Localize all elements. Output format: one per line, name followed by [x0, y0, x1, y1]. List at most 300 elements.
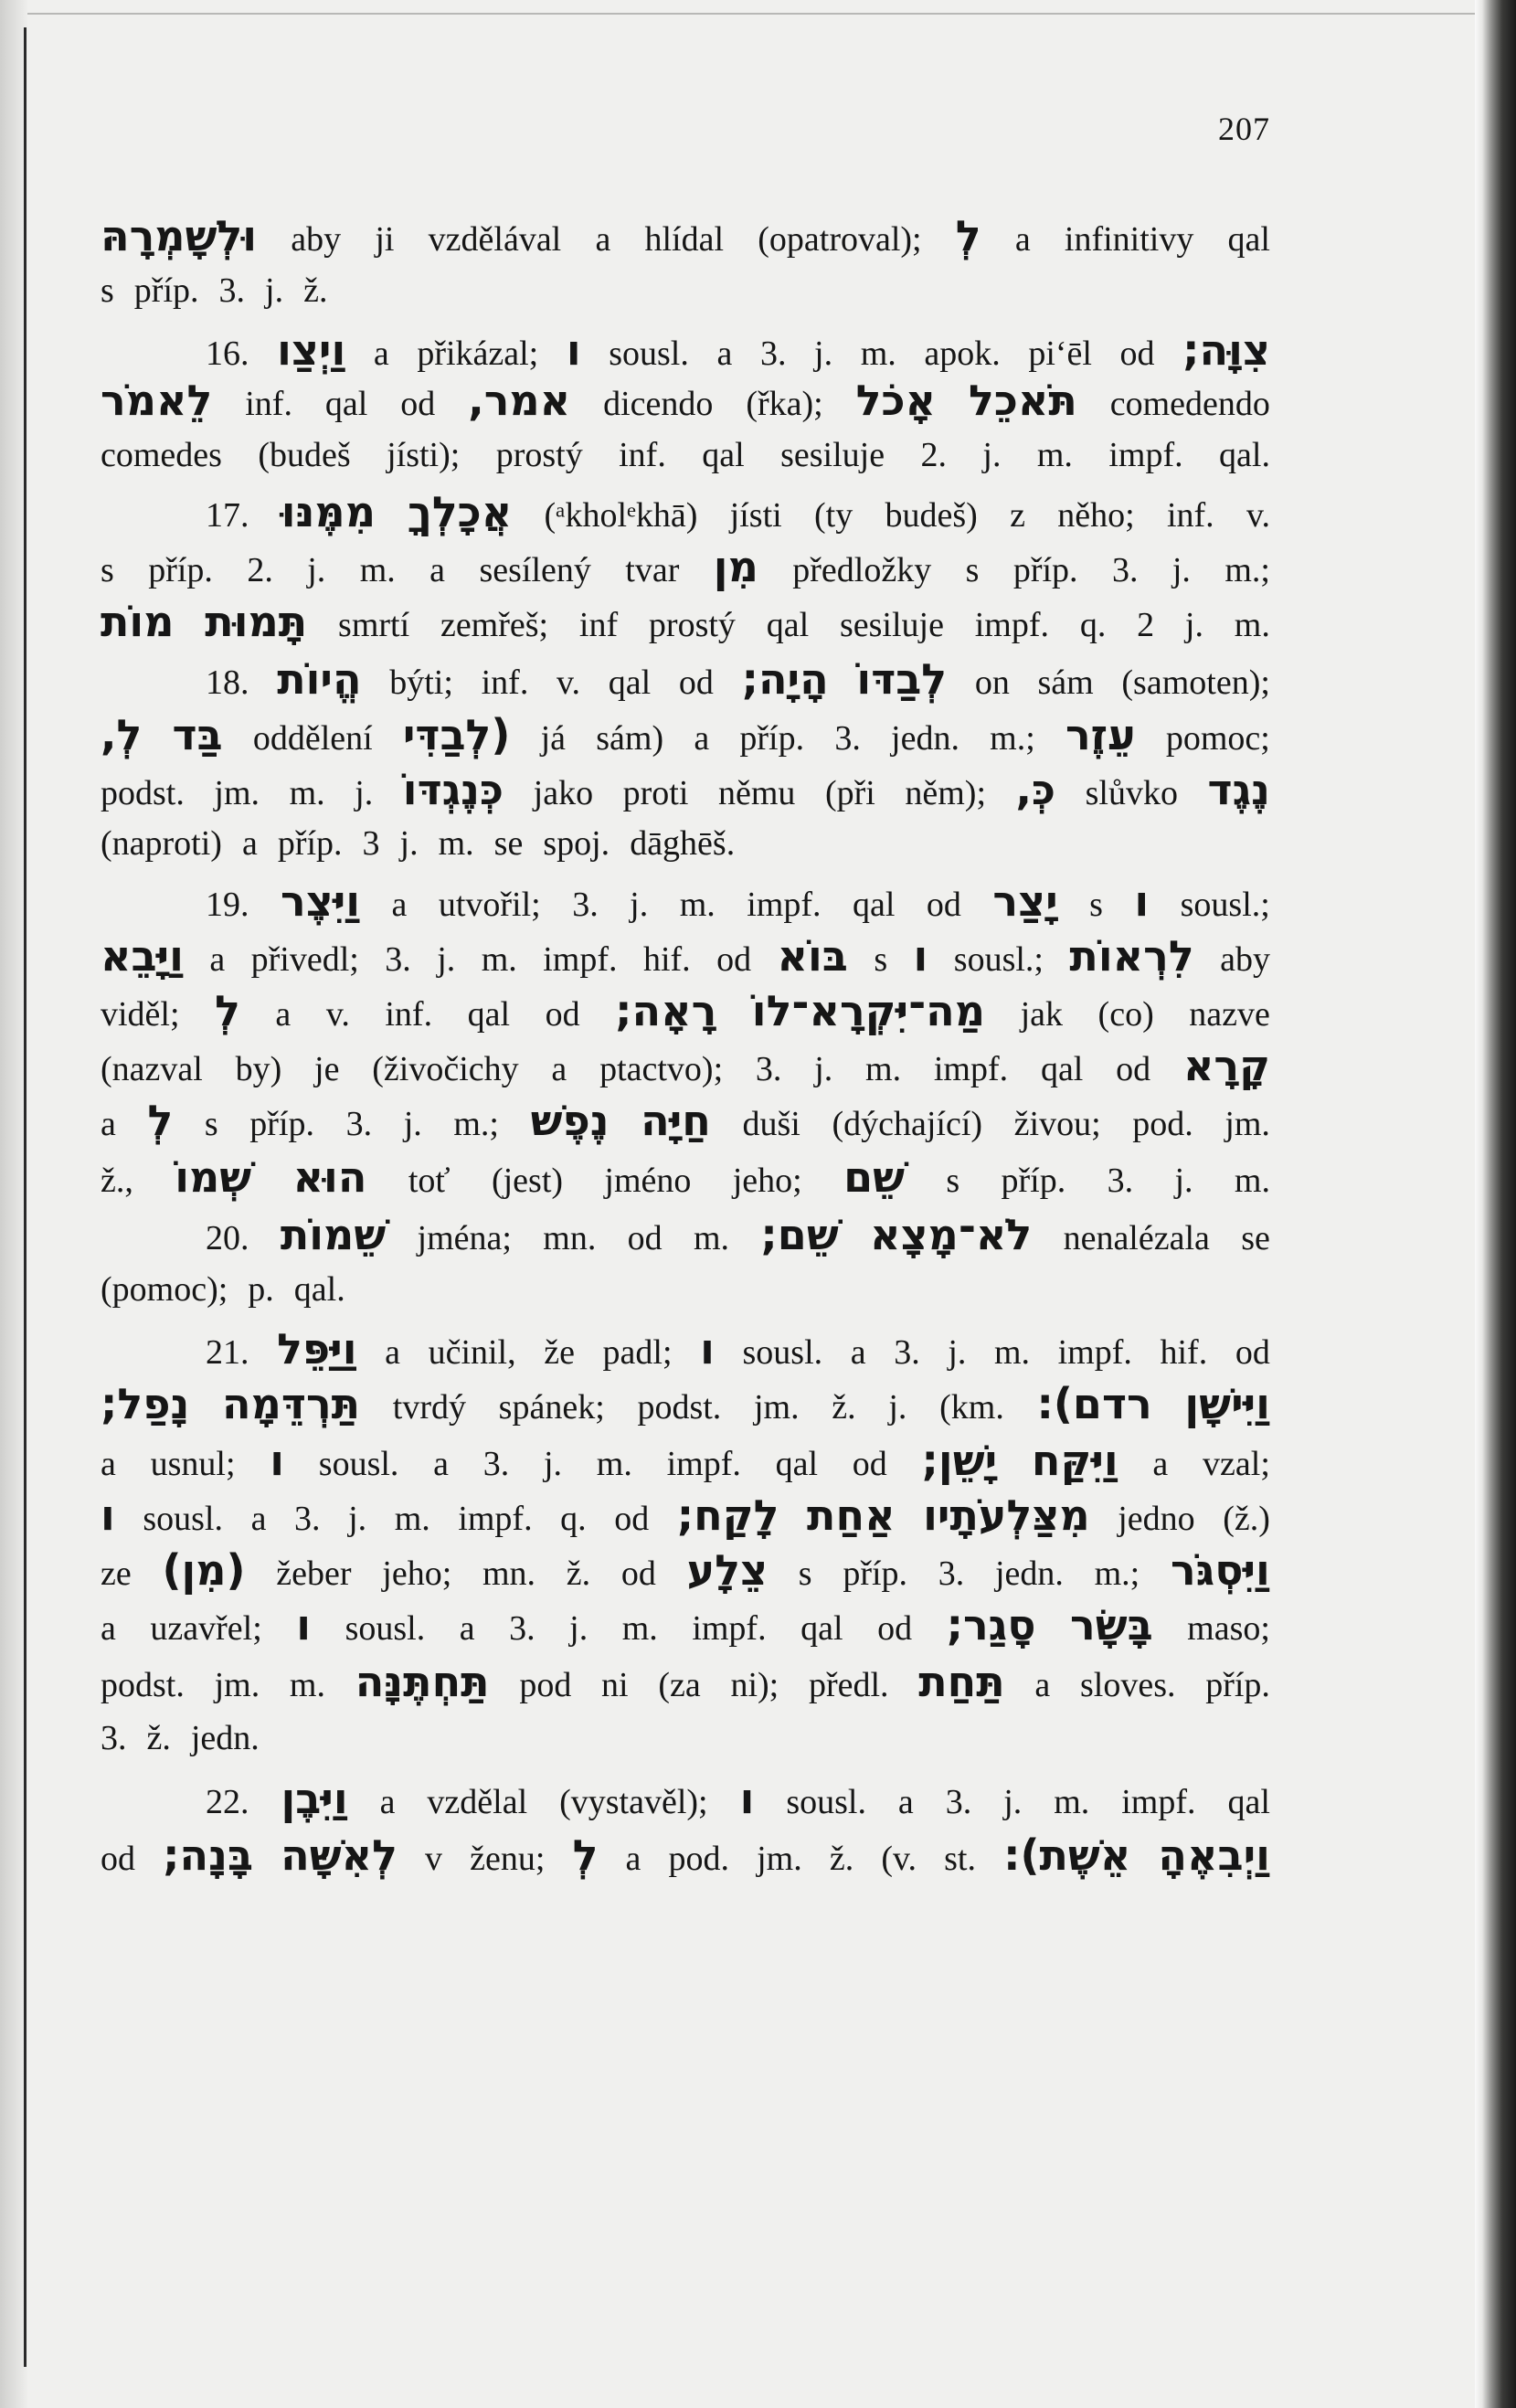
word: od	[101, 1840, 135, 1878]
hebrew-word: ו	[566, 325, 581, 375]
hebrew-word: בַּד	[172, 710, 223, 759]
word: (ᵃkholᵉkhā)	[544, 496, 698, 535]
word: m.	[679, 886, 716, 924]
word: inf.	[619, 436, 666, 474]
word: od	[1119, 334, 1155, 373]
word: od	[678, 663, 714, 702]
word: q.	[1079, 606, 1107, 644]
hebrew-word: ו	[296, 1600, 312, 1650]
word: příp.	[1205, 1666, 1270, 1704]
word: qal	[324, 385, 368, 423]
word: a	[459, 1609, 475, 1648]
hebrew-word: כְּנֶגְדּוֹ	[402, 765, 504, 814]
word: a	[694, 719, 710, 758]
word: sousl.	[609, 334, 689, 373]
word: hlídal	[644, 220, 725, 259]
word: (ž.)	[1223, 1500, 1270, 1538]
hebrew-word: חַיָּה	[641, 1096, 711, 1145]
word: spánek;	[498, 1388, 605, 1427]
word: impf.	[692, 1609, 767, 1648]
word: sám	[1037, 663, 1094, 702]
word: viděl;	[101, 995, 180, 1034]
text-line	[101, 1038, 1270, 1097]
word: 2.	[920, 436, 947, 474]
text-line	[101, 373, 1270, 431]
word: (vystavěl);	[559, 1783, 708, 1821]
word: smrtí	[338, 606, 410, 644]
word: ptactvo);	[599, 1050, 724, 1088]
word: qal	[852, 886, 896, 924]
hebrew-word: ו	[1134, 876, 1150, 926]
word: a	[250, 1500, 267, 1538]
word: 3.	[482, 1445, 510, 1483]
word: maso;	[1187, 1609, 1270, 1648]
word: 3.	[101, 1719, 127, 1757]
hebrew-word: תַּרְדֵּמָה	[222, 1379, 361, 1428]
word: ji	[375, 220, 395, 259]
word: něho;	[1057, 496, 1135, 535]
word: sousl.	[786, 1783, 866, 1821]
word: tvar	[625, 551, 680, 589]
word: impf.	[974, 606, 1050, 644]
word: spoj.	[543, 824, 610, 863]
word: 20.	[206, 1219, 249, 1257]
hebrew-word: תֹּאכֵל	[968, 376, 1077, 425]
word: comedes	[101, 436, 222, 474]
hebrew-word: נֶפֶשׁ	[530, 1096, 610, 1145]
word: inf.	[1166, 496, 1214, 535]
word: qal.	[1219, 436, 1270, 474]
word: uzavřel;	[150, 1609, 262, 1648]
text-line	[101, 762, 1270, 821]
word: 3.	[834, 719, 861, 758]
hebrew-word: מוֹת	[101, 597, 175, 646]
word: a	[209, 940, 226, 979]
word: (km.	[939, 1388, 1004, 1427]
word: on	[974, 663, 1010, 702]
hebrew-word: מִמֶּנּוּ	[281, 487, 376, 536]
word: inf.	[385, 995, 433, 1034]
word: a	[850, 1333, 866, 1372]
word: st.	[944, 1840, 976, 1878]
word: podst.	[101, 1666, 185, 1704]
word: od	[926, 886, 961, 924]
text-line	[101, 263, 1270, 318]
text-line	[101, 1543, 1270, 1601]
word: a	[101, 1445, 116, 1483]
word: zemřeš;	[440, 606, 549, 644]
word: 18.	[206, 663, 249, 702]
word: oddělení	[252, 719, 373, 758]
word: sesílený	[479, 551, 591, 589]
word: m.	[694, 1219, 730, 1257]
word: aby	[291, 220, 342, 259]
word: j.	[437, 940, 456, 979]
text-line	[101, 1597, 1270, 1656]
hebrew-word: הֱיוֹת	[277, 654, 362, 704]
word: 3.	[1111, 551, 1139, 589]
text-line	[101, 1828, 1270, 1886]
word: z	[1010, 496, 1025, 535]
word: 3.	[572, 886, 599, 924]
hebrew-word: בָּשָׂר	[1070, 1600, 1153, 1650]
word: q.	[560, 1500, 587, 1538]
word: jméno	[604, 1162, 692, 1200]
hebrew-word: יָצַר	[992, 876, 1058, 926]
word: toť	[408, 1162, 451, 1200]
hebrew-word: לָקַח;	[676, 1490, 779, 1540]
word: m.	[438, 824, 474, 863]
hebrew-word: לְ	[572, 1830, 599, 1880]
hebrew-word: לְ,	[101, 710, 143, 759]
word: pi‘ēl	[1028, 334, 1092, 373]
word: a	[595, 220, 611, 259]
text-line	[101, 484, 1270, 543]
hebrew-word: ו	[101, 1490, 115, 1540]
word: prostý	[495, 436, 583, 474]
word: qal	[467, 995, 511, 1034]
word: prostý	[648, 606, 736, 644]
word: s	[101, 551, 114, 589]
word: m.	[289, 774, 325, 812]
word: jm.	[753, 1388, 800, 1427]
word: v.	[1246, 496, 1270, 535]
hebrew-word: לֵאמֹר	[101, 376, 213, 425]
word: podst.	[101, 774, 185, 812]
word: v.	[325, 995, 350, 1034]
text-line	[101, 983, 1270, 1042]
text-line	[101, 594, 1270, 652]
word: němu	[717, 774, 796, 812]
word: jísti	[729, 496, 782, 535]
word: nazve	[1189, 995, 1270, 1034]
word: 3.	[755, 1050, 782, 1088]
word: j.	[982, 436, 1002, 474]
word: apok.	[924, 334, 1001, 373]
word: m.	[481, 940, 517, 979]
hebrew-word: וַיְבִאֶהָ	[1158, 1830, 1270, 1880]
word: a	[625, 1840, 641, 1878]
word: j.	[403, 1105, 422, 1143]
word: jísti);	[387, 436, 461, 474]
text-line	[101, 1488, 1270, 1546]
hebrew-word: וַיִּסְגֹּר	[1170, 1545, 1270, 1595]
word: m.	[394, 1500, 430, 1538]
word: inf	[578, 606, 619, 644]
word: j.	[307, 551, 326, 589]
word: předl.	[808, 1666, 889, 1704]
word: jedn.	[190, 1719, 260, 1757]
word: a	[1152, 1445, 1169, 1483]
word: a	[551, 1050, 567, 1088]
word: žeber	[276, 1554, 352, 1593]
hebrew-word: רדם):	[1036, 1379, 1152, 1428]
word: s	[798, 1554, 812, 1593]
hebrew-word: נֶגֶד	[1207, 765, 1270, 814]
text-line	[101, 1771, 1270, 1830]
word: j.	[814, 334, 833, 373]
word: qal	[800, 1609, 843, 1648]
word: příp.	[249, 1105, 315, 1143]
word: 22.	[206, 1783, 249, 1821]
word: vzal;	[1203, 1445, 1270, 1483]
word: a	[429, 551, 446, 589]
word: a	[101, 1609, 116, 1648]
word: m.;	[990, 719, 1035, 758]
word: qal	[608, 663, 652, 702]
word: vzdělal	[427, 1783, 528, 1821]
word: j.	[630, 886, 649, 924]
word: m.	[1234, 1162, 1270, 1200]
hebrew-word: רָאָה;	[615, 986, 717, 1035]
word: 19.	[206, 886, 249, 924]
word: j.	[1174, 1162, 1193, 1200]
hebrew-word: קָרָא	[1182, 1041, 1270, 1090]
word: m.	[993, 1333, 1031, 1372]
word: příp.	[133, 271, 199, 310]
word: (pomoc);	[101, 1270, 228, 1309]
hebrew-word: בָּנָה;	[163, 1830, 254, 1880]
word: (samoten);	[1121, 663, 1270, 702]
word: m.	[1036, 436, 1073, 474]
word: m.;	[1094, 1554, 1140, 1593]
hebrew-word: תַּחְתֶּנָּה	[355, 1657, 490, 1706]
word: impf.	[458, 1500, 533, 1538]
word: mn.	[482, 1554, 536, 1593]
word: (naproti)	[101, 824, 222, 863]
word: 3.	[1107, 1162, 1134, 1200]
hebrew-word: אֲכָלְךָ	[408, 487, 513, 536]
word: a	[373, 334, 389, 373]
word: sousl.;	[953, 940, 1044, 979]
word: j.	[888, 1388, 907, 1427]
word: ž.	[146, 1719, 171, 1757]
word: a	[379, 1783, 396, 1821]
word: vzdělával	[428, 220, 562, 259]
word: impf.	[1108, 436, 1183, 474]
hebrew-word: ו	[739, 1774, 755, 1823]
word: ze	[101, 1554, 132, 1593]
word: s	[101, 271, 114, 310]
text-line	[101, 1262, 1270, 1317]
hebrew-word: שֵׁם	[843, 1152, 906, 1202]
text-line	[101, 652, 1270, 710]
word: p.	[248, 1270, 274, 1309]
word: jména;	[417, 1219, 512, 1257]
word: qal	[775, 1445, 819, 1483]
word: s	[1089, 886, 1103, 924]
word: a	[385, 1333, 400, 1372]
word: sloves.	[1080, 1666, 1176, 1704]
word: (budeš	[258, 436, 351, 474]
word: se	[493, 824, 524, 863]
hebrew-word: לְ	[955, 211, 981, 260]
text-line	[101, 1321, 1270, 1380]
word: je	[314, 1050, 340, 1088]
word: ž.	[832, 1388, 856, 1427]
word: impf.	[933, 1050, 1009, 1088]
word: jm.	[1224, 1105, 1270, 1143]
word: usnul;	[150, 1445, 236, 1483]
word: živou;	[1013, 1105, 1101, 1143]
word: impf.	[543, 940, 618, 979]
hebrew-word: הוּא	[292, 1152, 367, 1202]
word: sousl.	[345, 1609, 426, 1648]
word: dicendo	[603, 385, 714, 423]
word: (v.	[881, 1840, 917, 1878]
word: příp.	[148, 551, 213, 589]
text-line	[101, 1376, 1270, 1435]
word: comedendo	[1109, 385, 1270, 423]
hebrew-word: שֵׁמוֹת	[280, 1210, 387, 1259]
word: sesiluje	[839, 606, 944, 644]
word: j.	[569, 1609, 588, 1648]
word: od	[620, 1554, 656, 1593]
word: s	[946, 1162, 960, 1200]
hebrew-word: צֵלָע	[686, 1545, 769, 1595]
hebrew-word: בּוֹא	[777, 931, 848, 981]
word: sám)	[596, 719, 664, 758]
word: j.	[1003, 1783, 1023, 1821]
word: sousl.	[318, 1445, 399, 1483]
word: ž.,	[101, 1162, 133, 1200]
word: m.	[359, 551, 396, 589]
word: 3.	[218, 271, 246, 310]
word: 3.	[385, 940, 411, 979]
word: (co)	[1097, 995, 1154, 1034]
hebrew-word: וּלְשָׁמְרָהּ	[101, 211, 258, 260]
word: qal	[702, 436, 745, 474]
word: 16.	[206, 334, 249, 373]
word: infinitivy	[1064, 220, 1194, 259]
word: (za	[658, 1666, 701, 1704]
word: m.;	[1224, 551, 1270, 589]
hebrew-word: (לְבַדִּי	[402, 710, 511, 759]
hebrew-word: כְּ,	[1015, 765, 1056, 814]
word: 2	[1137, 606, 1155, 644]
page-edge-shadow	[1475, 0, 1516, 2408]
word: ni	[601, 1666, 629, 1704]
word: učinil,	[428, 1333, 516, 1372]
word: inf.	[481, 663, 529, 702]
word: j.	[355, 774, 374, 812]
text-line	[101, 874, 1270, 932]
word: jeho;	[732, 1162, 802, 1200]
word: (opatroval);	[758, 220, 922, 259]
word: od	[877, 1609, 913, 1648]
word: m.	[1054, 1783, 1090, 1821]
word: v	[425, 1840, 443, 1878]
word: m.	[596, 1445, 632, 1483]
word: a	[1034, 1666, 1051, 1704]
word: hif.	[642, 940, 691, 979]
word: utvořil;	[438, 886, 541, 924]
word: 3.	[509, 1609, 535, 1648]
text-line	[101, 707, 1270, 766]
word: sousl.;	[1180, 886, 1270, 924]
word: tvrdý	[392, 1388, 466, 1427]
word: s	[204, 1105, 218, 1143]
word: a	[241, 824, 258, 863]
hebrew-word: צִוָּה;	[1182, 325, 1270, 375]
word: 3.	[345, 1105, 373, 1143]
word: (dýchající)	[832, 1105, 983, 1143]
word: od	[1235, 1333, 1270, 1372]
hebrew-word: ו	[700, 1324, 715, 1374]
hebrew-word: יָשֵׁן;	[921, 1436, 998, 1485]
word: od	[400, 385, 436, 423]
word: j.	[814, 1050, 833, 1088]
word: 3.	[294, 1500, 321, 1538]
hebrew-word: אָכֹל	[855, 376, 937, 425]
word: ženu;	[470, 1840, 546, 1878]
hebrew-word: שֵׁם;	[760, 1210, 839, 1259]
hebrew-word: לֹא־מָצָא	[870, 1210, 1033, 1259]
word: j.	[544, 1445, 563, 1483]
hebrew-word: ו	[913, 931, 928, 981]
word: pod.	[668, 1840, 729, 1878]
word: 3.	[759, 334, 787, 373]
word: duši	[742, 1105, 800, 1143]
word: a	[897, 1783, 914, 1821]
word: sousl.	[143, 1500, 223, 1538]
word: 2.	[247, 551, 273, 589]
word: 3.	[938, 1554, 965, 1593]
word: jeho;	[382, 1554, 452, 1593]
hebrew-word: לִרְאוֹת	[1069, 931, 1194, 981]
hebrew-word: וַיִּבֶן	[281, 1774, 348, 1823]
word: j.	[948, 1333, 967, 1372]
word: příp.	[1001, 1162, 1066, 1200]
hebrew-word: אֵשֶׁת):	[1003, 1830, 1131, 1880]
hebrew-word: הָיָה;	[741, 654, 829, 704]
word: podst.	[637, 1388, 722, 1427]
word: od	[852, 1445, 887, 1483]
word: a	[1014, 220, 1031, 259]
top-edge-rule	[27, 13, 1475, 15]
word: m.	[1234, 606, 1270, 644]
hebrew-word: סָגַר;	[946, 1600, 1036, 1650]
word: by)	[235, 1050, 282, 1088]
word: j.	[265, 271, 284, 310]
hebrew-word: אמר,	[468, 376, 571, 425]
text-line	[101, 428, 1270, 483]
word: přikázal;	[417, 334, 539, 373]
hebrew-word: אַחַת	[807, 1490, 896, 1540]
word: 17.	[206, 496, 249, 535]
word: jak	[1020, 995, 1064, 1034]
hebrew-word: וַיִּצֶר	[280, 876, 361, 926]
word: j.	[1184, 606, 1203, 644]
word: příp.	[739, 719, 805, 758]
word: impf.	[1057, 1333, 1132, 1372]
word: (řka);	[746, 385, 823, 423]
word: od	[614, 1500, 650, 1538]
text-line	[101, 539, 1270, 598]
word: qal	[1040, 1050, 1084, 1088]
word: jm.	[214, 774, 260, 812]
word: ni);	[730, 1666, 779, 1704]
hebrew-word: ו	[270, 1436, 285, 1485]
binding-edge-rule	[24, 27, 27, 2367]
word: ž.	[829, 1840, 854, 1878]
hebrew-word: לְבַדּוֹ	[856, 654, 948, 704]
hebrew-word: מִן	[713, 542, 758, 591]
word: hif.	[1160, 1333, 1208, 1372]
word: (jest)	[491, 1162, 564, 1200]
hebrew-word: לְאִשָּׁה	[281, 1830, 398, 1880]
text-line	[101, 928, 1270, 987]
